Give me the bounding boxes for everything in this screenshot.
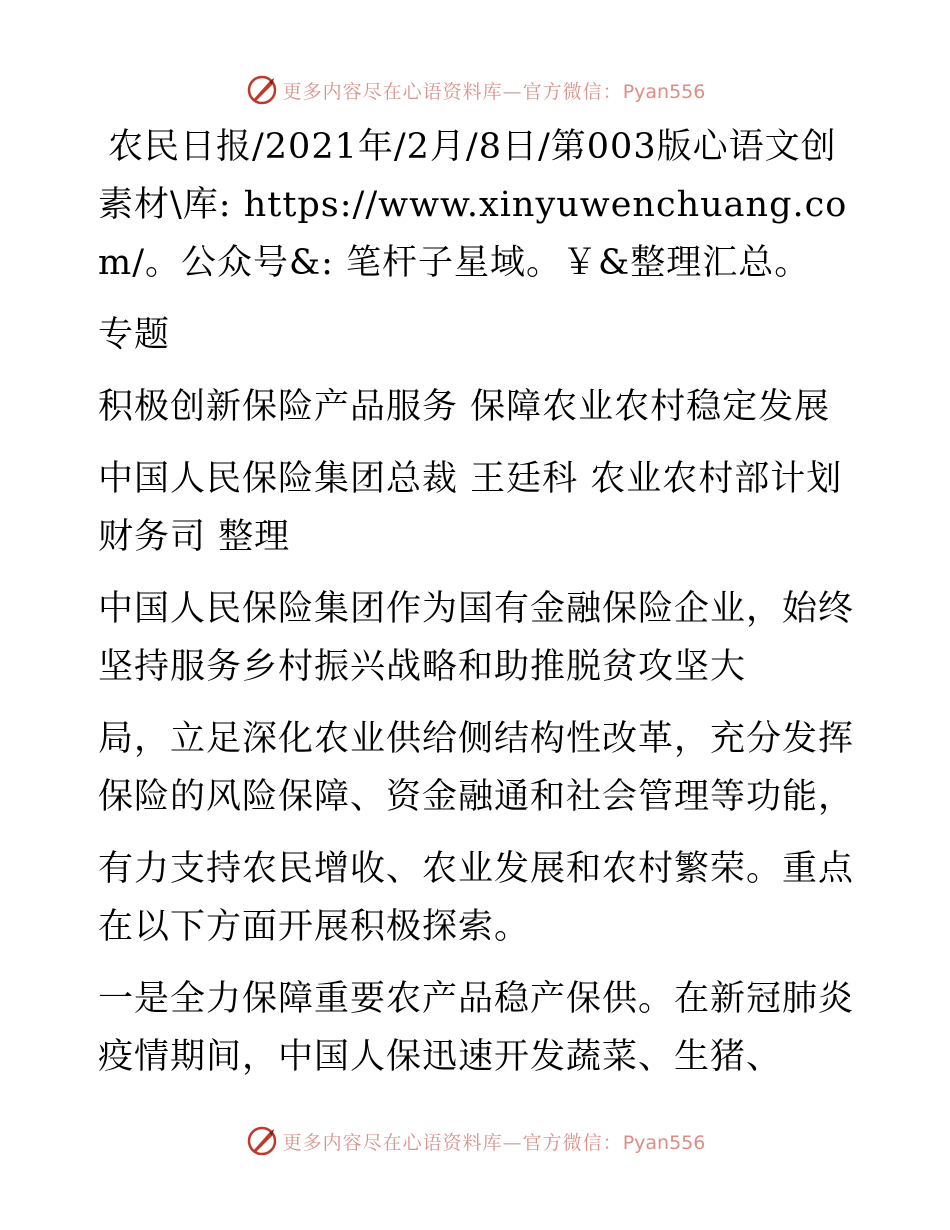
paragraph: 局，立足深化农业供给侧结构性改革，充分发挥保险的风险保障、资金融通和社会管理等功能， (98, 719, 855, 817)
footer-watermark-banner (0, 1121, 950, 1161)
paragraph-source-line: 农民日报/2021年/2月/8日/第003版心语文创素材\库: https://www.xinyuwenchuang.com/。公众号&: 笔杆子星域。￥&整理汇总。 (98, 127, 848, 283)
paragraph-section-label: 专题 (98, 315, 171, 355)
banner-contact-label: 官方微信： (522, 80, 623, 103)
header-watermark-banner (0, 70, 950, 110)
banner-text (283, 1128, 706, 1155)
document-body (98, 118, 860, 1100)
paragraph: 有力支持农民增收、农业发展和农村繁荣。重点在以下方面开展积极探索。 (98, 849, 855, 947)
banner-contact-value: Pyan556 (622, 1131, 706, 1154)
banner-slogan: 更多内容尽在心语资料库 (282, 80, 503, 103)
article-byline: 中国人民保险集团总裁 王廷科 农业农村部计划财务司 整理 (98, 459, 843, 557)
banner-text (283, 77, 706, 104)
quill-pen-logo-icon (245, 73, 279, 107)
quill-pen-logo-icon (245, 1124, 279, 1158)
paragraph: 一是全力保障重要农产品稳产保供。在新冠肺炎疫情期间，中国人保迅速开发蔬菜、生猪、 (98, 979, 855, 1077)
paragraph: 中国人民保险集团作为国有金融保险企业，始终坚持服务乡村振兴战略和助推脱贫攻坚大 (98, 589, 855, 687)
banner-slogan: 更多内容尽在心语资料库 (282, 1131, 503, 1154)
banner-separator: — (502, 80, 523, 103)
banner-separator: — (502, 1131, 523, 1154)
article-title: 积极创新保险产品服务 保障农业农村稳定发展 (98, 387, 831, 427)
banner-contact-label: 官方微信： (522, 1131, 623, 1154)
banner-contact-value: Pyan556 (622, 80, 706, 103)
